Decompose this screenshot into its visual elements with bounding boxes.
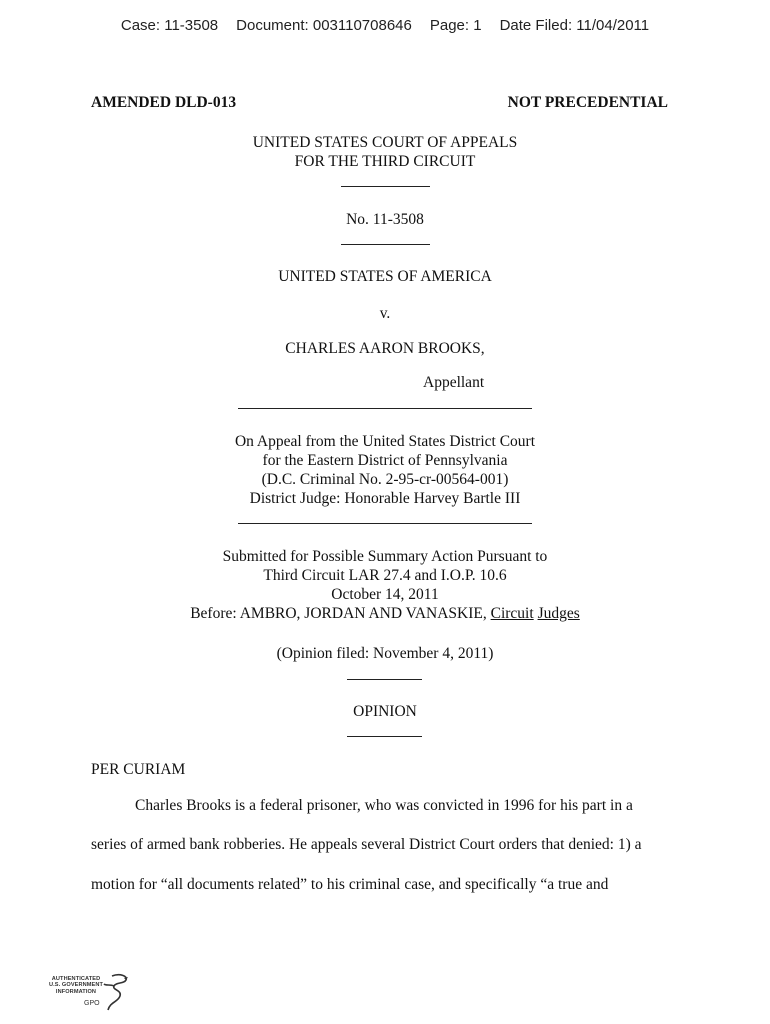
panel-judges xyxy=(0,604,770,624)
gpo-text-line2: U.S. GOVERNMENT xyxy=(48,982,104,989)
submission-line1: Submitted for Possible Summary Action Pursuant to xyxy=(222,548,548,565)
header-date-filed: Date Filed: 11/04/2011 xyxy=(499,17,650,34)
appellant-role: Appellant xyxy=(423,374,485,391)
panel-judges-word: Judges xyxy=(537,605,580,622)
gpo-label: GPO xyxy=(84,1000,100,1007)
opinion-heading: OPINION xyxy=(353,703,417,720)
court-name-line1: UNITED STATES COURT OF APPEALS xyxy=(252,134,518,151)
per-curiam: PER CURIAM xyxy=(91,761,186,778)
eagle-icon xyxy=(102,972,130,1016)
submission-date: October 14, 2011 xyxy=(331,586,439,603)
body-line1: Charles Brooks is a federal prisoner, who was convicted in 1996 for his part in a xyxy=(135,797,633,814)
submission-line2: Third Circuit LAR 27.4 and I.O.P. 10.6 xyxy=(263,567,507,584)
gpo-authentication-logo xyxy=(44,972,130,1016)
gpo-authentication-text xyxy=(44,976,108,995)
body-line2: series of armed bank robberies. He appeals several District Court orders that denied: 1) a xyxy=(91,836,642,853)
body-line3: motion for “all documents related” to his criminal case, and specifically “a true and xyxy=(91,876,609,893)
appeal-line1: On Appeal from the United States District Court xyxy=(234,433,536,450)
panel-circuit: Circuit xyxy=(490,605,534,622)
header-page: Page: 1 xyxy=(429,17,482,34)
versus: v. xyxy=(379,305,391,322)
appeal-line3: (D.C. Criminal No. 2-95-cr-00564-001) xyxy=(261,471,509,488)
precedential-status: NOT PRECEDENTIAL xyxy=(507,94,668,111)
court-rule xyxy=(341,186,430,187)
appeal-line2: for the Eastern District of Pennsylvania xyxy=(262,452,508,469)
opinion-filed-date: (Opinion filed: November 4, 2011) xyxy=(276,645,494,662)
panel-judges-prefix: Before: AMBRO, JORDAN AND VANASKIE, xyxy=(190,605,491,622)
court-name-line2: FOR THE THIRD CIRCUIT xyxy=(294,153,476,170)
case-number-rule xyxy=(341,244,430,245)
header-document: Document: 003110708646 xyxy=(236,17,412,34)
opinion-filed-rule xyxy=(347,679,422,680)
filing-header xyxy=(0,17,770,34)
gpo-text-line3: INFORMATION xyxy=(55,988,97,995)
defendant-name: CHARLES AARON BROOKS, xyxy=(285,340,485,357)
appeal-rule xyxy=(238,523,532,524)
amended-designation: AMENDED DLD-013 xyxy=(91,94,237,111)
plaintiff-name: UNITED STATES OF AMERICA xyxy=(278,268,492,285)
gpo-text-line1: AUTHENTICATED xyxy=(51,976,101,982)
header-case: Case: 11-3508 xyxy=(120,17,219,34)
appeal-line4: District Judge: Honorable Harvey Bartle III xyxy=(249,490,521,507)
case-number: No. 11-3508 xyxy=(346,211,424,228)
opinion-heading-rule xyxy=(347,736,422,737)
parties-rule xyxy=(238,408,532,409)
